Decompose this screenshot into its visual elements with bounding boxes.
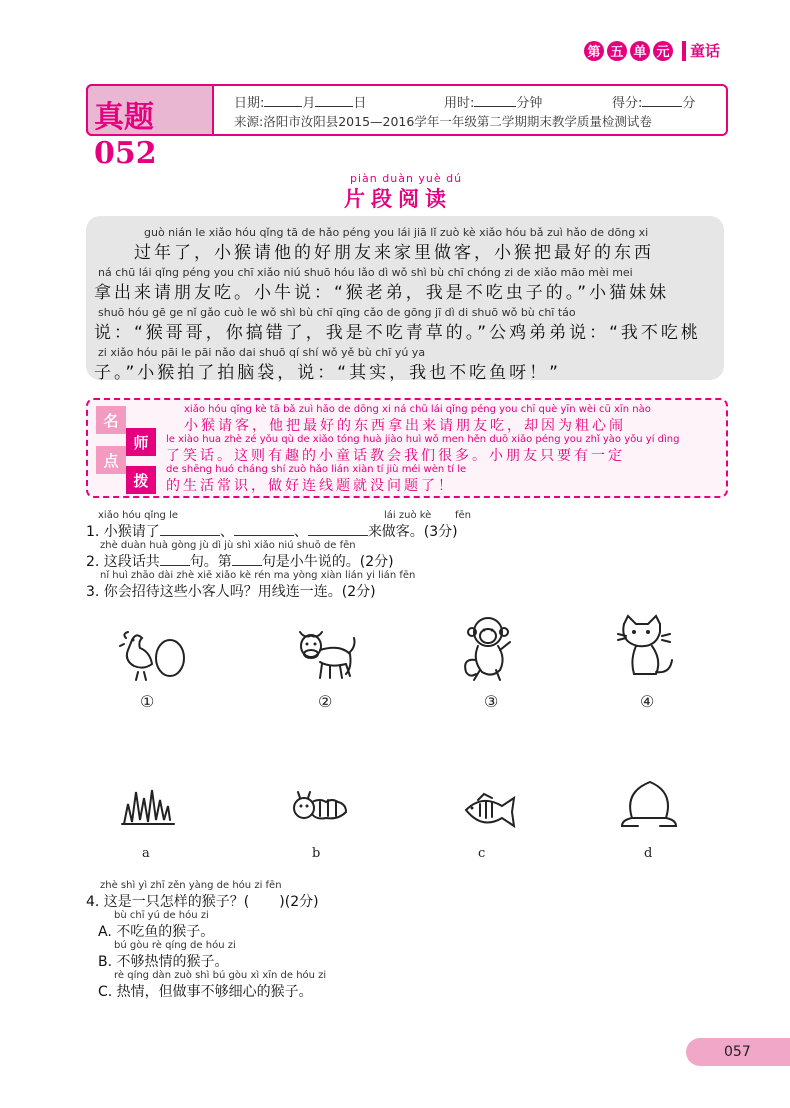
q4-text: 4. 这是一只怎样的猴子？(	[86, 894, 250, 910]
q3-pinyin: nǐ huì zhāo dài zhè xiē xiǎo kè rén ma yòng xiàn lián yi lián fēn	[100, 570, 416, 581]
passage-pinyin: ná chū lái qǐng péng you chī xiǎo niú shuō hóu lǎo dì wǒ shì bù chī chóng zi de xiǎo māo mèi mei	[98, 266, 633, 279]
page-number: 057	[724, 1044, 751, 1060]
time-field	[444, 92, 542, 111]
option-c[interactable]: C. 热情，但做事不够细心的猴子。	[98, 984, 313, 1000]
exam-title: 真题052	[94, 100, 157, 171]
tip-pinyin: de shēng huó cháng shí zuò hǎo lián xiàn tí jiù méi wèn tí le	[166, 464, 467, 475]
caterpillar-icon[interactable]	[290, 790, 350, 826]
unit-header	[584, 40, 720, 61]
date-label: 日期:	[234, 96, 265, 111]
food-label: a	[142, 846, 150, 861]
rooster-icon[interactable]	[118, 628, 188, 684]
day-blank[interactable]	[315, 94, 353, 107]
q4-text: )(2分)	[279, 894, 319, 910]
page-title: 片段阅读	[344, 187, 452, 211]
q2-text: 2. 这段话共	[86, 554, 160, 570]
answer-blank[interactable]	[234, 523, 294, 536]
grass-icon[interactable]	[120, 786, 176, 826]
tip-pinyin: le xiào hua zhè zé yǒu qù de xiǎo tóng huà jiào huì wǒ men hěn duō xiǎo péng you zhǐ yào yǒu yí dìng	[166, 434, 680, 445]
food-label: d	[644, 846, 653, 861]
q1-separator: 、	[219, 524, 234, 540]
answer-blank[interactable]	[308, 523, 368, 536]
date-field	[234, 92, 366, 111]
reading-passage	[86, 216, 724, 383]
answer-blank[interactable]	[232, 553, 262, 566]
peach-icon[interactable]	[618, 778, 682, 830]
option-pinyin: bù chī yú de hóu zi	[114, 910, 209, 921]
tip-line: 了笑话。这则有趣的小童话教会我们很多。小朋友只要有一定	[166, 448, 625, 464]
passage-pinyin: shuō hóu gē ge nǐ gǎo cuò le wǒ shì bù chī qīng cǎo de gōng jī dì di shuō wǒ bù chī táo	[98, 306, 576, 319]
option-a[interactable]: A. 不吃鱼的猴子。	[98, 924, 215, 940]
cat-icon[interactable]	[614, 614, 678, 684]
q1-pinyin: lái zuò kè	[384, 510, 432, 521]
tip-pinyin: xiǎo hóu qǐng kè tā bǎ zuì hǎo de dōng xi ná chū lái qǐng péng you chī què yīn wèi cū xīn nào	[184, 404, 651, 415]
tip-line: 小猴请客，他把最好的东西拿出来请朋友吃，却因为粗心闹	[184, 418, 626, 434]
option-pinyin: bú gòu rè qíng de hóu zi	[114, 940, 236, 951]
answer-blank[interactable]	[160, 553, 190, 566]
exam-info-box	[86, 84, 728, 171]
food-label: c	[478, 846, 486, 861]
animal-label: ④	[640, 692, 655, 711]
unit-char: 单	[630, 41, 650, 61]
tip-line: 的生活常识，做好连线题就没问题了！	[166, 478, 455, 494]
teacher-tips	[86, 398, 728, 498]
month-label: 月	[302, 96, 316, 111]
time-blank[interactable]	[474, 94, 516, 107]
food-label: b	[312, 846, 321, 861]
monkey-icon[interactable]	[456, 614, 520, 684]
passage-pinyin: zi xiǎo hóu pāi le pāi nǎo dai shuō qí shí wǒ yě bù chī yú ya	[98, 346, 426, 359]
points-label: 分	[682, 96, 696, 111]
tip-badge: 师	[126, 428, 156, 456]
passage-pinyin: guò nián le xiǎo hóu qǐng tā de hǎo péng you lái jiā lǐ zuò kè xiǎo hóu bǎ zuì hǎo de dōng xi	[144, 226, 649, 239]
month-blank[interactable]	[264, 94, 302, 107]
tip-badge: 拨	[126, 466, 156, 494]
score-field	[612, 92, 695, 111]
q2-text: 句。第	[189, 554, 232, 570]
q2-text: 句是小牛说的。(2分)	[261, 554, 394, 570]
q1-text: 1. 小猴请了	[86, 524, 160, 540]
q1-text: 来做客。(3分)	[367, 524, 458, 540]
animal-label: ②	[318, 692, 333, 711]
score-label: 得分:	[612, 96, 643, 111]
exam-tag	[86, 84, 214, 171]
q1-pinyin: fēn	[455, 510, 472, 521]
time-label: 用时:	[444, 96, 475, 111]
option-b[interactable]: B. 不够热情的猴子。	[98, 954, 229, 970]
option-pinyin: rè qíng dàn zuò shì bú gòu xì xīn de hóu zi	[114, 970, 327, 981]
tip-badge: 名	[96, 406, 126, 434]
headline-pinyin: piàn duàn yuè dú	[350, 172, 463, 185]
question-4	[86, 891, 319, 911]
unit-divider	[682, 41, 686, 61]
fish-icon[interactable]	[460, 790, 520, 830]
question-3: 3. 你会招待这些小客人吗？用线连一连。(2分)	[86, 584, 376, 600]
q2-pinyin: zhè duàn huà gòng jù dì jù shì xiǎo niú shuō de fēn	[100, 540, 356, 551]
score-blank[interactable]	[642, 94, 682, 107]
day-label: 日	[353, 96, 367, 111]
answer-blank[interactable]	[160, 523, 220, 536]
unit-char: 元	[653, 41, 673, 61]
question-1	[86, 521, 458, 541]
question-2	[86, 551, 394, 571]
passage-line: 拿出来请朋友吃。小牛说：“猴老弟，我是不吃虫子的。”小猫妹妹	[94, 283, 670, 303]
q1-pinyin: xiǎo hóu qǐng le	[98, 510, 179, 521]
q1-separator: 、	[293, 524, 308, 540]
exam-source: 来源:洛阳市汝阳县2015—2016学年一年级第二学期期末教学质量检测试卷	[234, 114, 652, 129]
passage-line: 说：“猴哥哥，你搞错了，我是不吃青草的。”公鸡弟弟说：“我不吃桃	[94, 323, 701, 343]
unit-char: 第	[584, 41, 604, 61]
q4-pinyin: zhè shì yì zhī zěn yàng de hóu zi fēn	[100, 880, 282, 891]
passage-line: 过年了，小猴请他的好朋友来家里做客，小猴把最好的东西	[134, 243, 654, 263]
animal-label: ①	[140, 692, 155, 711]
animal-label: ③	[484, 692, 499, 711]
unit-title: 童话	[690, 42, 721, 60]
minutes-label: 分钟	[516, 96, 543, 111]
cow-icon[interactable]	[292, 628, 358, 684]
tip-badge: 点	[96, 446, 126, 474]
passage-line: 子。”小猴拍了拍脑袋，说：“其实，我也不吃鱼呀！”	[94, 363, 561, 383]
unit-char: 五	[607, 41, 627, 61]
